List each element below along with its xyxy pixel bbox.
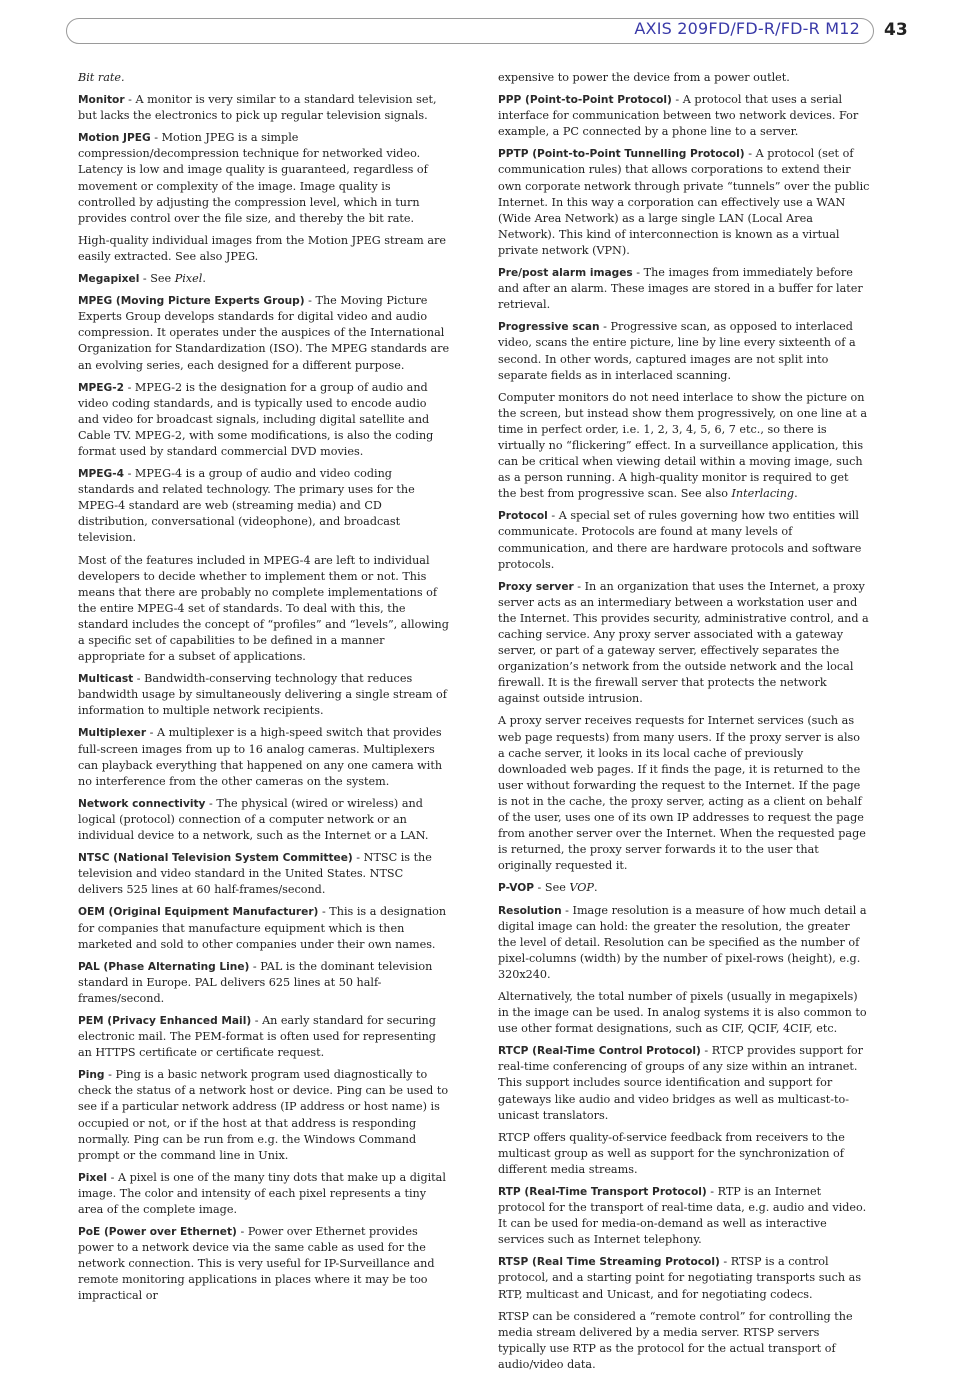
glossary-term: PPTP (Point-to-Point Tunnelling Protocol)	[498, 148, 745, 161]
glossary-term: Ping	[78, 1069, 105, 1082]
glossary-definition: See	[544, 881, 570, 895]
glossary-entry	[78, 1067, 450, 1164]
definition-tail: .	[202, 272, 206, 286]
term-separator: -	[104, 1068, 116, 1082]
glossary-definition: RTCP offers quality-of-service feedback from receivers to the multicast group as well as support for the synchronization of different media streams.	[498, 1130, 845, 1176]
cross-reference: Bit rate.	[78, 71, 125, 84]
glossary-term: Protocol	[498, 510, 548, 523]
term-separator: -	[561, 903, 573, 917]
glossary-term: Pixel	[78, 1171, 108, 1184]
glossary-term: MPEG (Moving Picture Experts Group)	[78, 295, 305, 308]
glossary-definition: See	[150, 272, 175, 286]
glossary-term: PPP (Point-to-Point Protocol)	[498, 94, 672, 107]
glossary-definition: Bandwidth-conserving technology that reduces bandwidth usage by simultaneously delivering a single stream of information to multiple network recipients.	[78, 672, 447, 718]
glossary-term: MPEG-4	[78, 468, 125, 481]
glossary-entry	[498, 713, 870, 874]
glossary-term: RTCP (Real-Time Control Protocol)	[498, 1045, 701, 1058]
glossary-entry	[498, 146, 870, 259]
glossary-definition: RTSP can be considered a “remote control” for controlling the media stream delivered by a media server. RTSP servers typically use RTP as the protocol for the actual transport of audio/video data.	[498, 1309, 853, 1371]
term-separator: -	[205, 796, 217, 810]
glossary-term: Resolution	[498, 904, 562, 917]
cross-reference: Interlacing	[731, 487, 795, 501]
glossary-definition: Ping is a basic network program used diagnostically to check the status of a network host or device. Ping can be used to see if a particular network address (IP address or host name) is occupied or not, or if the host at that address is responding normally. Ping can be run from e.g. the Windows Command prompt or the command line in Unix.	[78, 1068, 449, 1162]
glossary-definition: A protocol (set of communication rules) that allows corporations to extend their own corporate network through private “tunnels” over the public Internet. In this way a corporation can effectively use a WAN (Wide Area Network) as a large single LAN (Local Area Network). This kind of interconnection is known as a virtual private network (VPN).	[498, 147, 870, 257]
glossary-entry	[498, 390, 870, 503]
glossary-definition: A pixel is one of the many tiny dots that make up a digital image. The color and intensity of each pixel represents a tiny area of the complete image.	[78, 1170, 446, 1216]
glossary-term: Pre/post alarm images	[498, 267, 633, 280]
glossary-definition: PAL is the dominant television standard in Europe. PAL delivers 625 lines at 50 half-frames/second.	[78, 959, 433, 1005]
glossary-entry	[498, 880, 870, 896]
glossary-term: Proxy server	[498, 580, 574, 593]
glossary-term: P-VOP	[498, 882, 534, 895]
term-separator: -	[133, 672, 145, 686]
term-separator: -	[534, 881, 545, 895]
term-separator: -	[107, 1170, 118, 1184]
glossary-entry	[78, 959, 450, 1007]
term-separator: -	[249, 959, 261, 973]
glossary-entry	[78, 725, 450, 789]
glossary-entry	[498, 1309, 870, 1373]
glossary-entry	[78, 1224, 450, 1304]
glossary-definition: Power over Ethernet provides power to a network device via the same cable as used for the network connection. This is very useful for IP-Surveillance and remote monitoring applications in places where it may be too impractical or	[78, 1225, 435, 1303]
term-separator: -	[744, 147, 756, 161]
term-separator: -	[236, 1225, 248, 1239]
left-column	[78, 70, 450, 1311]
glossary-entry	[78, 92, 450, 124]
term-separator: -	[251, 1013, 263, 1027]
glossary-definition: Progressive scan, as opposed to interlaced video, scans the entire picture, line by line every sixteenth of a second. In other words, captured images are not split into separate fields as in interlaced scanning.	[498, 320, 856, 382]
glossary-definition: A protocol that uses a serial interface for communication between two network devices. For example, a PC connected by a phone line to a server.	[498, 93, 859, 139]
term-separator: -	[706, 1185, 718, 1198]
term-separator: -	[146, 726, 157, 740]
glossary-definition: The physical (wired or wireless) and logical (protocol) connection of a computer network or an individual device to a network, such as the Internet or a LAN.	[78, 796, 429, 843]
glossary-term: PoE (Power over Ethernet)	[78, 1226, 237, 1239]
glossary-definition: An early standard for securing electronic mail. The PEM-format is often used for representing an HTTPS certificate or certificate request.	[78, 1013, 436, 1060]
glossary-definition: Motion JPEG is a simple compression/decompression technique for networked video. Latency is low and image quality is guaranteed, regardless of movement or complexity of the image. Image quality is controlled by adjusting the compression level, which in turn provides control over the file size, and thereby the bit rate.	[78, 131, 428, 225]
glossary-definition: RTP is an Internet protocol for the transport of real-time data, e.g. audio and video. It can be used for media-on-demand as well as interactive services such as Internet telephony.	[498, 1185, 867, 1247]
glossary-entry	[498, 903, 870, 983]
term-separator: -	[719, 1255, 731, 1269]
glossary-definition: Image resolution is a measure of how much detail a digital image can hold: the greater the resolution, the greater the level of detail. Resolution can be specified as the number of pixel-columns (width) by the number of pixel-rows (height), e.g. 320x240.	[498, 903, 867, 981]
glossary-entry	[498, 1184, 870, 1248]
term-separator: -	[150, 131, 162, 145]
term-separator: -	[124, 93, 136, 107]
glossary-term: Multicast	[78, 673, 134, 686]
definition-tail: .	[593, 881, 598, 895]
glossary-entry	[78, 904, 450, 952]
glossary-entry	[78, 271, 450, 287]
glossary-entry	[498, 508, 870, 572]
glossary-entry	[78, 233, 450, 265]
glossary-definition: RTCP provides support for real-time conferencing of groups of any size within an intranet. This support includes source identification and support for gateways like audio and video bridges as well as multicast-to-unicast translators.	[498, 1044, 863, 1122]
term-separator: -	[599, 320, 611, 334]
glossary-entry	[78, 466, 450, 546]
glossary-definition: Computer monitors do not need interlace to show the picture on the screen, but instead show them progressively, on one line at a time in perfect order, i.e. 1, 2, 3, 4, 5, 6, 7 etc., so there is virtually no “flickering” effect. In a surveillance application, this can be critical when viewing detail within a moving image, such as a person running. A high-quality monitor is required to get the best from progressive scan. See also	[498, 390, 867, 501]
glossary-entry	[78, 553, 450, 666]
glossary-entry	[78, 850, 450, 898]
glossary-term: RTP (Real-Time Transport Protocol)	[498, 1186, 707, 1198]
glossary-entry	[498, 1043, 870, 1123]
right-column	[498, 70, 870, 1379]
term-separator: -	[547, 509, 559, 523]
term-separator: -	[124, 467, 135, 481]
glossary-term: PEM (Privacy Enhanced Mail)	[78, 1014, 252, 1027]
glossary-definition: High-quality individual images from the Motion JPEG stream are easily extracted. See also JPEG.	[78, 233, 446, 263]
glossary-definition: RTSP is a control protocol, and a starting point for negotiating transports such as RTP, multicast and Unicast, and for negotiating codecs.	[498, 1255, 862, 1301]
cross-reference: Pixel	[174, 272, 203, 286]
term-separator: -	[700, 1044, 712, 1058]
glossary-definition: A proxy server receives requests for Internet services (such as web page requests) from many users. If the proxy server is also a cache server, it looks in its local cache of previously downloaded web pages. If it finds the page, it is returned to the user without forwarding the request to the Internet. If the page is not in the cache, the proxy server, acting as a client on behalf of the user, uses one of its own IP addresses to request the page from another server over the Internet. When the requested page is returned, the proxy server forwards it to the user that originally requested it.	[498, 714, 866, 873]
glossary-definition: NTSC is the television and video standard in the United States. NTSC delivers 525 lines at 60 half-frames/second.	[78, 851, 432, 897]
term-separator: -	[632, 266, 644, 280]
glossary-term: PAL (Phase Alternating Line)	[78, 960, 250, 973]
term-separator: -	[318, 905, 330, 919]
glossary-definition: A special set of rules governing how two entities will communicate. Protocols are found at many levels of communication, and there are hardware protocols and software protocols.	[498, 509, 862, 571]
glossary-entry	[498, 92, 870, 140]
glossary-entry	[78, 70, 450, 86]
glossary-entry	[498, 265, 870, 313]
glossary-entry	[498, 579, 870, 708]
product-title: AXIS 209FD/FD-R/FD-R M12	[634, 19, 860, 38]
glossary-definition: The Moving Picture Experts Group develops standards for digital video and audio compression. It operates under the auspices of the International Organization for Standardization (ISO). The MPEG standards are an evolving series, each designed for a different purpose.	[78, 294, 450, 372]
term-separator: -	[139, 272, 151, 286]
glossary-term: Motion JPEG	[78, 132, 151, 145]
glossary-definition: Most of the features included in MPEG-4 are left to individual developers to decide whether to implement them or not. This means that there are probably no complete implementations of the entire MPEG-4 set of standards. To deal with this, the standard includes the concept of “profiles” and “levels”, allowing a specific set of capabilities to be defined in a manner appropriate for a subset of applications.	[78, 553, 449, 664]
term-separator: -	[124, 380, 135, 394]
cross-reference: VOP	[569, 881, 594, 895]
glossary-definition: A multiplexer is a high-speed switch that provides full-screen images from up to 16 analog cameras. Multiplexers can playback everything that happened on any one camera with no interference from the other cameras on the system.	[78, 726, 443, 788]
glossary-entry	[498, 1254, 870, 1302]
glossary-entry	[498, 70, 870, 86]
glossary-definition: The images from immediately before and after an alarm. These images are stored in a buffer for later retrieval.	[498, 266, 863, 312]
glossary-entry	[78, 1170, 450, 1218]
glossary-term: NTSC (National Television System Committee)	[78, 852, 353, 865]
glossary-definition: expensive to power the device from a power outlet.	[498, 71, 790, 84]
glossary-entry	[498, 1130, 870, 1178]
glossary-term: RTSP (Real Time Streaming Protocol)	[498, 1256, 720, 1269]
glossary-entry	[78, 1013, 450, 1061]
page-number: 43	[884, 20, 908, 40]
glossary-entry	[78, 380, 450, 460]
definition-tail: .	[794, 487, 798, 501]
glossary-definition: MPEG-2 is the designation for a group of audio and video coding standards, and is typically used to encode audio and video for broadcast signals, including digital satellite and Cable TV. MPEG-2, with some modifications, is also the coding format used by standard commercial DVD movies.	[78, 380, 434, 458]
term-separator: -	[304, 294, 316, 308]
term-separator: -	[573, 579, 585, 593]
glossary-definition: Alternatively, the total number of pixels (usually in megapixels) in the image can be used. In analog systems it is also common to use other format designations, such as CIF, QCIF, 4CIF, etc.	[498, 989, 867, 1036]
glossary-term: OEM (Original Equipment Manufacturer)	[78, 906, 319, 919]
glossary-definition: A monitor is very similar to a standard television set, but lacks the electronics to pick up regular television signals.	[78, 93, 437, 123]
glossary-entry	[498, 989, 870, 1037]
glossary-entry	[78, 796, 450, 844]
glossary-term: Multiplexer	[78, 727, 147, 740]
glossary-definition: MPEG-4 is a group of audio and video coding standards and related technology. The primary uses for the MPEG-4 standard are web (streaming media) and CD distribution, conversational (videophone), and broadcast television.	[78, 467, 415, 545]
glossary-entry	[78, 130, 450, 227]
term-separator: -	[352, 851, 364, 865]
glossary-entry	[78, 293, 450, 373]
glossary-definition: In an organization that uses the Internet, a proxy server acts as an intermediary between a workstation user and the Internet. This provides security, administrative control, and a caching service. Any proxy server associated with a gateway server, or part of a gateway server, effectively separates the organization’s network from the outside network and the local firewall. It is the firewall server that protects the network against outside intrusion.	[498, 579, 869, 706]
glossary-entry	[78, 671, 450, 719]
term-separator: -	[671, 93, 683, 107]
glossary-term: Progressive scan	[498, 321, 600, 334]
glossary-term: MPEG-2	[78, 381, 125, 394]
glossary-entry	[498, 319, 870, 383]
glossary-term: Monitor	[78, 94, 125, 107]
glossary-definition: This is a designation for companies that manufacture equipment which is then marketed and sold to other companies under their own names.	[78, 905, 447, 951]
glossary-term: Network connectivity	[78, 797, 206, 810]
glossary-term: Megapixel	[78, 273, 140, 286]
